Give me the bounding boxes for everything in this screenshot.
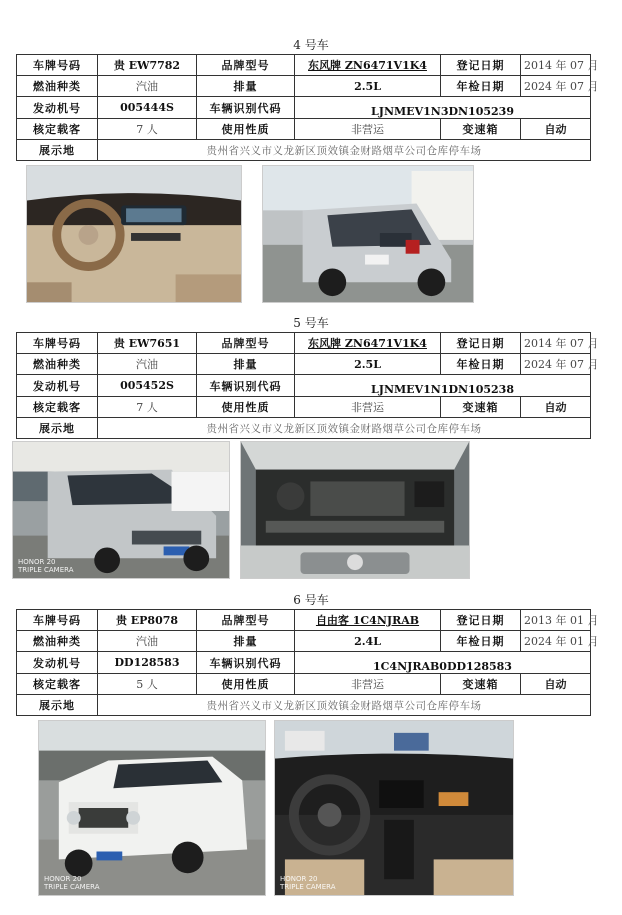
location-value: 贵州省兴义市义龙新区顶效镇金财路烟草公司仓库停车场 (98, 418, 591, 439)
table-row (17, 140, 591, 161)
vin-value: LJNMEV1N1DN105238 (295, 375, 591, 397)
inspection-date-label: 年检日期 (441, 354, 521, 375)
seats-label: 核定载客 (17, 397, 98, 418)
table-row (17, 354, 591, 375)
usage-label: 使用性质 (197, 674, 295, 695)
reg-date-label: 登记日期 (441, 333, 521, 354)
seats-value: 7 人 (98, 397, 197, 418)
reg-date-value: 2013 年 01 月 (521, 610, 591, 631)
reg-date-label: 登记日期 (441, 610, 521, 631)
fuel-type-label: 燃油种类 (17, 354, 98, 375)
vin-label: 车辆识别代码 (197, 375, 295, 397)
table-row (17, 119, 591, 140)
gearbox-label: 变速箱 (441, 397, 521, 418)
location-label: 展示地 (17, 418, 98, 439)
plate-no-label: 车牌号码 (17, 333, 98, 354)
brand-model-label: 品牌型号 (197, 610, 295, 631)
brand-model-value (295, 55, 441, 76)
camera-watermark: HONOR 20 TRIPLE CAMERA (18, 558, 74, 574)
brand-model-text: 东风牌 ZN6471V1K4 (308, 337, 427, 350)
location-value: 贵州省兴义市义龙新区顶效镇金财路烟草公司仓库停车场 (98, 140, 591, 161)
fuel-type-value: 汽油 (98, 76, 197, 97)
section-title: 6 号车 (293, 593, 329, 607)
reg-date-value: 2014 年 07 月 (521, 55, 591, 76)
table-row (17, 97, 591, 119)
car-interior-dashboard-photo (26, 165, 242, 303)
section-title: 4 号车 (293, 38, 329, 52)
brand-model-text: 东风牌 ZN6471V1K4 (308, 59, 427, 72)
engine-no-label: 发动机号 (17, 97, 98, 119)
fuel-type-label: 燃油种类 (17, 76, 98, 97)
table-row (17, 397, 591, 418)
table-row (17, 375, 591, 397)
vin-label: 车辆识别代码 (197, 97, 295, 119)
table-row (17, 631, 591, 652)
displacement-label: 排量 (197, 76, 295, 97)
table-row (17, 55, 591, 76)
engine-no-value: 005444S (98, 97, 197, 119)
usage-label: 使用性质 (197, 119, 295, 140)
plate-no-value: 贵 EP8078 (98, 610, 197, 631)
brand-model-label: 品牌型号 (197, 333, 295, 354)
inspection-date-value: 2024 年 07 月 (521, 354, 591, 375)
car-suv-interior-photo (274, 720, 514, 896)
table-row (17, 418, 591, 439)
section-title: 5 号车 (293, 316, 329, 330)
displacement-value: 2.5L (295, 354, 441, 375)
inspection-date-label: 年检日期 (441, 76, 521, 97)
usage-value: 非营运 (295, 119, 441, 140)
vin-value: 1C4NJRAB0DD128583 (295, 652, 591, 674)
car-front-silver-van-photo (12, 441, 230, 579)
displacement-value: 2.4L (295, 631, 441, 652)
vehicle-info-table (16, 54, 599, 161)
seats-value: 5 人 (98, 674, 197, 695)
usage-value: 非营运 (295, 397, 441, 418)
displacement-value: 2.5L (295, 76, 441, 97)
engine-no-label: 发动机号 (17, 375, 98, 397)
vehicle-info-table (16, 332, 599, 439)
table-row (17, 610, 591, 631)
displacement-label: 排量 (197, 631, 295, 652)
brand-model-text: 自由客 1C4NJRAB (315, 614, 420, 627)
fuel-type-value: 汽油 (98, 354, 197, 375)
plate-no-label: 车牌号码 (17, 610, 98, 631)
table-row (17, 652, 591, 674)
inspection-date-label: 年检日期 (441, 631, 521, 652)
vin-label: 车辆识别代码 (197, 652, 295, 674)
engine-no-label: 发动机号 (17, 652, 98, 674)
displacement-label: 排量 (197, 354, 295, 375)
inspection-date-value: 2024 年 01 月 (521, 631, 591, 652)
usage-value: 非营运 (295, 674, 441, 695)
brand-model-value (295, 333, 441, 354)
car-engine-bay-photo (240, 441, 470, 579)
seats-label: 核定载客 (17, 674, 98, 695)
seats-value: 7 人 (98, 119, 197, 140)
gearbox-label: 变速箱 (441, 674, 521, 695)
table-row (17, 695, 591, 716)
gearbox-value: 自动 (521, 119, 591, 140)
reg-date-value: 2014 年 07 月 (521, 333, 591, 354)
engine-no-value: DD128583 (98, 652, 197, 674)
table-row (17, 76, 591, 97)
vehicle-info-table (16, 609, 599, 716)
fuel-type-label: 燃油种类 (17, 631, 98, 652)
car-white-suv-photo (38, 720, 266, 896)
car-rear-silver-van-photo (262, 165, 474, 303)
fuel-type-value: 汽油 (98, 631, 197, 652)
gearbox-value: 自动 (521, 674, 591, 695)
usage-label: 使用性质 (197, 397, 295, 418)
brand-model-label: 品牌型号 (197, 55, 295, 76)
location-value: 贵州省兴义市义龙新区顶效镇金财路烟草公司仓库停车场 (98, 695, 591, 716)
inspection-date-value: 2024 年 07 月 (521, 76, 591, 97)
gearbox-label: 变速箱 (441, 119, 521, 140)
location-label: 展示地 (17, 695, 98, 716)
gearbox-value: 自动 (521, 397, 591, 418)
engine-no-value: 005452S (98, 375, 197, 397)
plate-no-value: 贵 EW7651 (98, 333, 197, 354)
camera-watermark: HONOR 20 TRIPLE CAMERA (280, 875, 336, 891)
location-label: 展示地 (17, 140, 98, 161)
brand-model-value (295, 610, 441, 631)
vin-value: LJNMEV1N3DN105239 (295, 97, 591, 119)
reg-date-label: 登记日期 (441, 55, 521, 76)
plate-no-label: 车牌号码 (17, 55, 98, 76)
plate-no-value: 贵 EW7782 (98, 55, 197, 76)
camera-watermark: HONOR 20 TRIPLE CAMERA (44, 875, 100, 891)
seats-label: 核定载客 (17, 119, 98, 140)
table-row (17, 674, 591, 695)
table-row (17, 333, 591, 354)
